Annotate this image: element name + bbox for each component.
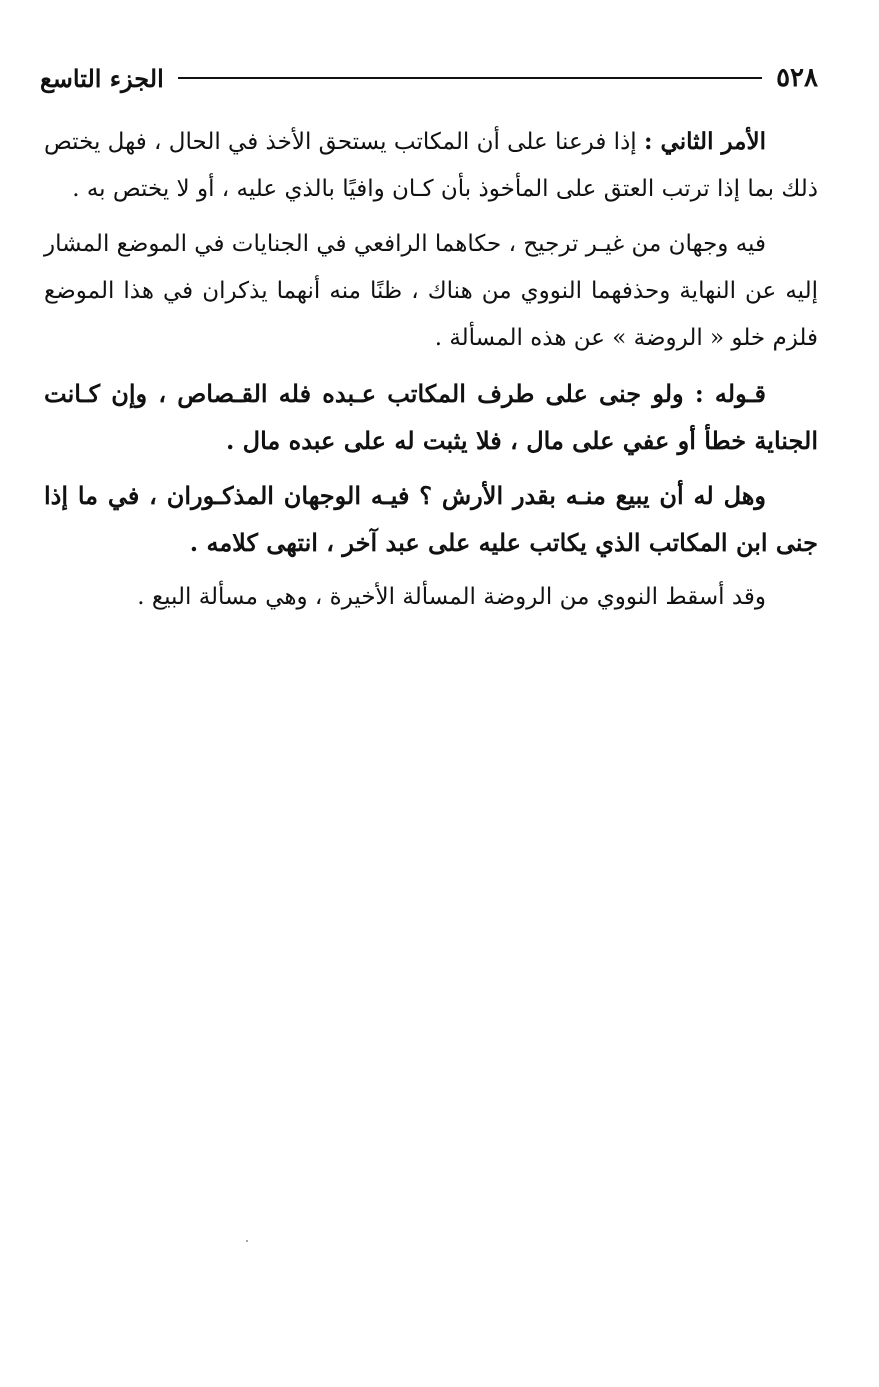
- paragraph-lead: الأمر الثاني :: [644, 128, 766, 155]
- paragraph-quote-crime: قـوله : ولو جنى على طرف المكاتب عـبده فله القـصاص ، وإن كـانت الجناية خطأ أو عفي على مال ، فلا يثبت له على عبده مال .: [44, 379, 818, 455]
- paragraph-text: إذا فرعنا على أن المكاتب يستحق الأخذ في الحال ، فهل يختص ذلك بما إذا ترتب العتق على المأخوذ بأن كـان وافيًا بالذي عليه ، أو لا يختص به .: [44, 129, 818, 202]
- page-number: ٥٢٨: [776, 63, 818, 93]
- scan-speck: [246, 1240, 248, 1242]
- running-title: الجزء التاسع: [40, 63, 164, 93]
- paragraph-second-matter: [44, 118, 818, 213]
- page-header: [40, 58, 818, 98]
- paragraph-two-views: فيه وجهان من غيـر ترجيح ، حكاهما الرافعي في الجنايات في الموضع المشار إليه عن النهاية وحذفهما النووي من هناك ، ظنًا منه أنهما يذكران في هذا الموضع فلزم خلو « الروضة » عن هذه المسألة .: [44, 231, 818, 351]
- paragraph-quote-sale: وهل له أن يبيع منـه بقدر الأرش ؟ فيـه الوجهان المذكـوران ، في ما إذا جنى ابن المكاتب الذي يكاتب عليه على عبد آخر ، انتهى كلامه .: [44, 481, 818, 557]
- page-body: [44, 118, 818, 629]
- paragraph-omission-note: وقد أسقط النووي من الروضة المسألة الأخيرة ، وهي مسألة البيع .: [137, 584, 766, 610]
- header-rule: [178, 77, 762, 79]
